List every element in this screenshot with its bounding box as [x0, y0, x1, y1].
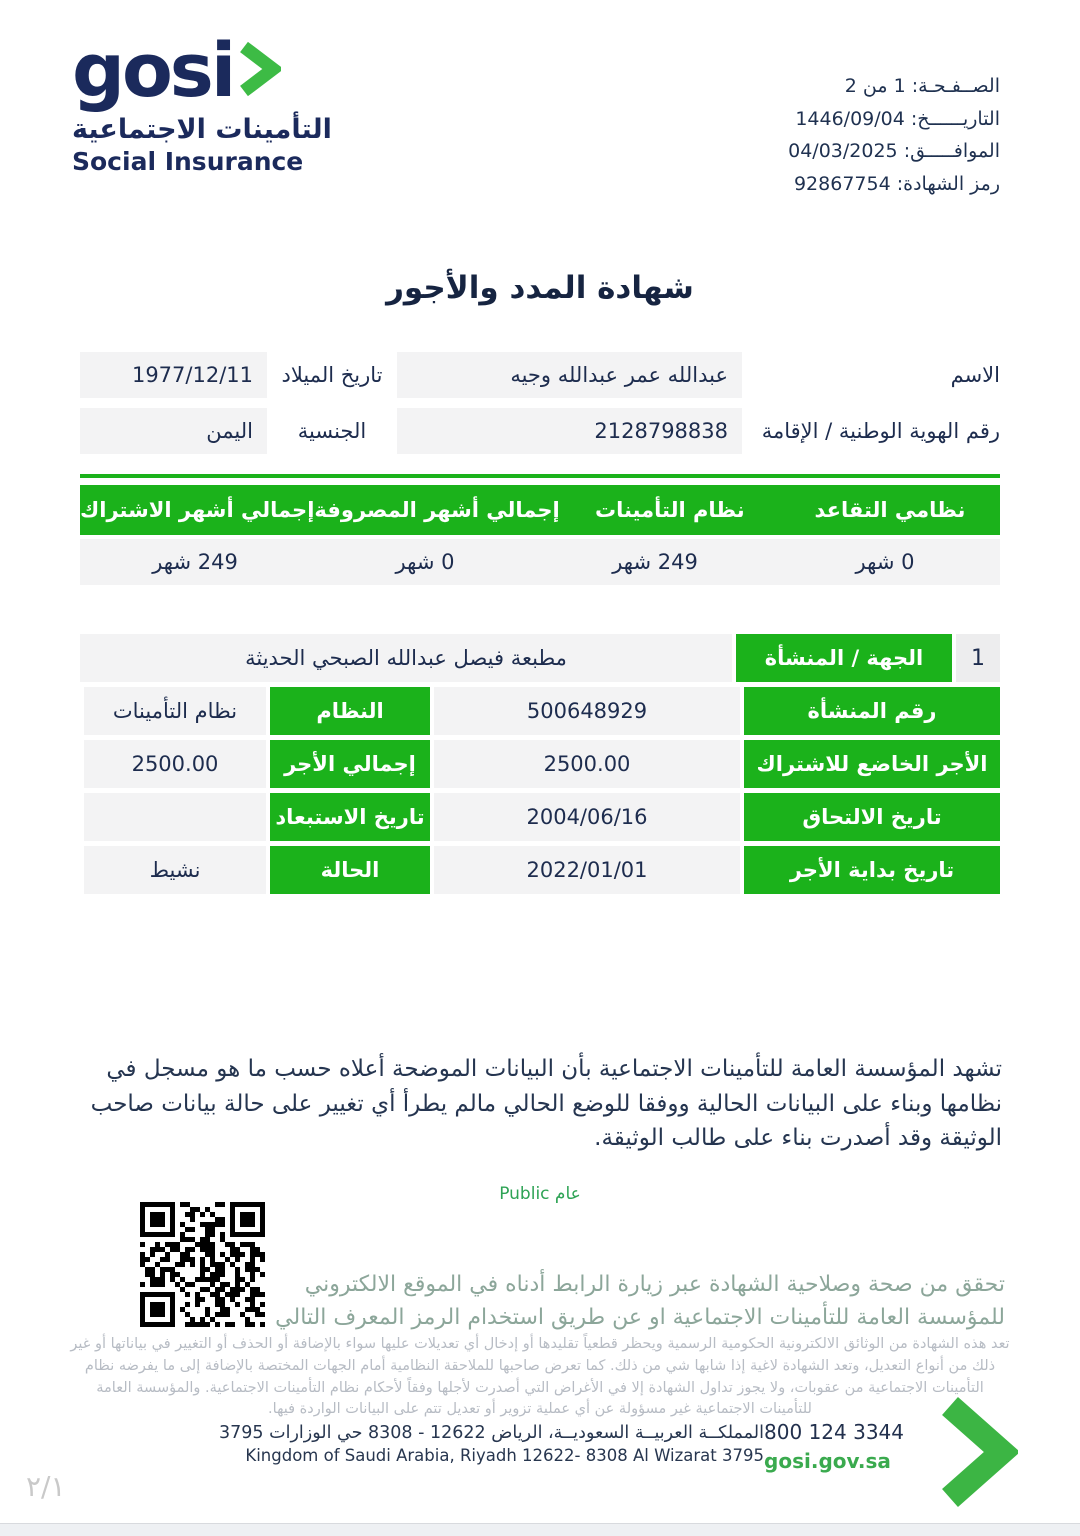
summary-value-cell: 249 شهر [152, 550, 238, 574]
meta-hijri-date [788, 103, 1000, 136]
row-label-1: تاريخ بداية الأجر [744, 846, 1000, 894]
summary-header-cell: إجمالي أشهر الاشتراك [80, 498, 315, 522]
meta-certificate-code [788, 168, 1000, 201]
gosi-arrow-icon [237, 39, 281, 103]
summary-header-cell: إجمالي أشهر المصروفة [314, 498, 560, 522]
row-label-2: إجمالي الأجر [270, 740, 430, 788]
gosi-wordmark: gosi [72, 28, 234, 114]
row-label-2: تاريخ الاستبعاد [270, 793, 430, 841]
verification-instructions: تحقق من صحة وصلاحية الشهادة عبر زيارة الرابط أدناه في الموقع الالكتروني للمؤسسة العامة للتأمينات الاجتماعية او عن طريق استخدام الرمز المعرف التالي [275, 1272, 1005, 1330]
row-value-1: 2004/06/16 [434, 793, 740, 841]
row-label-2: الحالة [270, 846, 430, 894]
row-value-2: نظام التأمينات [84, 687, 266, 735]
nationality-value: اليمن [80, 408, 267, 454]
page-bottom-edge [0, 1523, 1080, 1536]
meta-page-value: 1 من 2 [844, 75, 906, 97]
entity-label: الجهة / المنشأة [736, 634, 952, 682]
summary-table-top-rule [80, 474, 1000, 478]
logo-arabic-name: التأمينات الاجتماعية [72, 114, 332, 146]
gosi-logo-row [72, 28, 332, 114]
qr-code [140, 1202, 265, 1327]
summary-value-cell: 249 شهر [612, 550, 698, 574]
certification-statement: تشهد المؤسسة العامة للتأمينات الاجتماعية بأن البيانات الموضحة أعلاه حسب ما هو مسجل في نظامها وبناء على البيانات الحالية ووفقا للوضع الحالي مالم يطرأ أي تغيير على حالة بيانات صاحب الوثيقة وقد أصدرت بناء على طالب الوثيقة. [90, 1056, 1002, 1151]
dob-value: 1977/12/11 [80, 352, 267, 398]
document-meta [788, 70, 1000, 201]
periods-summary-table [80, 474, 1000, 585]
establishment-row [80, 687, 1000, 735]
establishment-table [80, 634, 1000, 899]
legal-disclaimer: تعد هذه الشهادة من الوثائق الالكترونية الحكومية الرسمية ويحظر قطعياً تقليدها أو إدخال أي تعديلات عليها سواء بالإضافة أو الحذف أو التغيير في بياناتها أو غير ذلك من أنواع التعديل، وتعد الشهادة لاغية إذا شابها شي من ذلك. كما تعرض صاحبها للملاحقة النظامية أمام الجهات المختصة بالإضافة إلى ما يفرضه نظام التأمينات الاجتماعية من عقوبات، ولا يجوز تداول الشهادة إلا في الأغراض التي أصدرت لأجلها وفقاً لأحكام نظام التأمينات الاجتماعية. والمؤسسة العامة للتأمينات الاجتماعية غير مسؤولة عن أي عملية تزوير أو تعديل تتم على البيانات الواردة فيها. [70, 1336, 1010, 1418]
meta-code-value: 92867754 [793, 173, 891, 196]
id-label: رقم الهوية الوطنية / الإقامة [761, 419, 1000, 443]
phone-number: 800 124 3344 [764, 1420, 904, 1444]
row-value-2 [84, 793, 266, 841]
meta-hijri-label: التاريــــــخ: [910, 107, 1000, 130]
row-value-1: 2022/01/01 [434, 846, 740, 894]
summary-value-cell: 0 شهر [395, 550, 455, 574]
meta-page [788, 70, 1000, 103]
name-label: الاسم [950, 363, 1000, 387]
meta-hijri-value: 1446/09/04 [795, 107, 905, 130]
summary-table-header-row [80, 485, 1000, 535]
summary-header-cell: نظامي التقاعد [814, 498, 966, 522]
logo-english-name: Social Insurance [72, 147, 304, 177]
establishment-row [80, 740, 1000, 788]
address-english: Kingdom of Saudi Arabia, Riyadh 12622- 8308 Al Wizarat 3795 [245, 1446, 764, 1465]
gosi-logo [72, 28, 332, 177]
name-value: عبدالله عمر عبدالله وجيه [397, 352, 742, 398]
row-label-2: النظام [270, 687, 430, 735]
website-link[interactable]: gosi.gov.sa [764, 1449, 891, 1473]
footer-address [219, 1423, 764, 1465]
row-value-2: 2500.00 [84, 740, 266, 788]
classification-label: عام Public [499, 1184, 581, 1204]
establishment-row-entity [80, 634, 1000, 682]
row-value-1: 500648929 [434, 687, 740, 735]
certificate-title: شهادة المدد والأجور [386, 270, 694, 306]
nationality-label: الجنسية [297, 419, 367, 443]
meta-gregorian-label: الموافـــــق: [903, 140, 1000, 163]
footer-chevron-icon [936, 1396, 1018, 1512]
row-label-1: الأجر الخاضع للاشتراك [744, 740, 1000, 788]
meta-page-label: الصــفـحـة: [911, 75, 1000, 97]
entity-value: مطبعة فيصل عبدالله الصبحي الحديثة [80, 634, 732, 682]
summary-table-value-row [80, 539, 1000, 585]
establishment-row [80, 846, 1000, 894]
row-value-2: نشيط [84, 846, 266, 894]
establishment-row [80, 793, 1000, 841]
summary-value-cell: 0 شهر [855, 550, 915, 574]
row-label-1: رقم المنشأة [744, 687, 1000, 735]
meta-gregorian-value: 04/03/2025 [788, 140, 898, 163]
meta-gregorian-date [788, 135, 1000, 168]
establishment-index: 1 [956, 634, 1000, 682]
id-value: 2128798838 [397, 408, 742, 454]
row-value-1: 2500.00 [434, 740, 740, 788]
address-arabic: المملكــة العربيــة السعوديــة، الرياض 12622 - 8308 حي الوزارات 3795 [219, 1423, 764, 1443]
dob-label: تاريخ الميلاد [281, 363, 383, 387]
row-label-1: تاريخ الالتحاق [744, 793, 1000, 841]
personal-info-grid [80, 352, 1000, 454]
summary-header-cell: نظام التأمينات [594, 498, 745, 522]
page-number-marker: ٢/١ [26, 1470, 66, 1503]
footer-contact [764, 1420, 904, 1473]
meta-code-label: رمز الشهادة: [896, 173, 1000, 196]
